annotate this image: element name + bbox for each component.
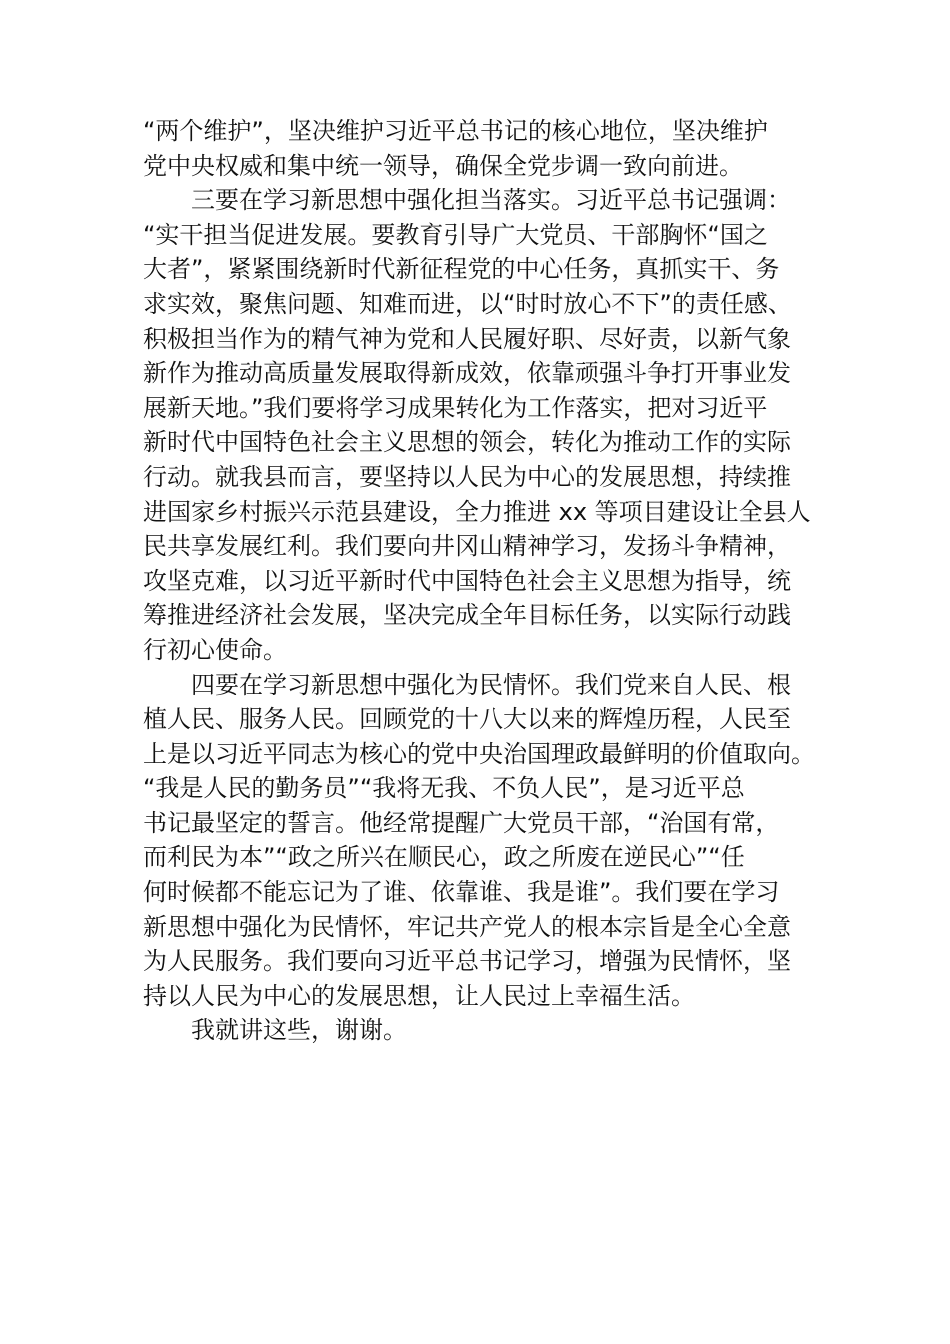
text-line: 进国家乡村振兴示范县建设，全力推进 xx 等项目建设让全县人: [143, 497, 811, 526]
text-line: 行初心使命。: [143, 635, 287, 664]
paragraph-start-line: 我就讲这些，谢谢。: [191, 1016, 407, 1045]
text-line: 新作为推动高质量发展取得新成效，依靠顽强斗争打开事业发: [143, 359, 791, 388]
paragraph-start-line: 三要在学习新思想中强化担当落实。习近平总书记强调：: [191, 186, 791, 215]
text-line: “我是人民的勤务员”“我将无我、不负人民”，是习近平总: [143, 774, 745, 803]
text-line: “两个维护”，坚决维护习近平总书记的核心地位，坚决维护: [143, 117, 768, 145]
text-line: 民共享发展红利。我们要向井冈山精神学习，发扬斗争精神，: [143, 532, 791, 561]
text-line: 攻坚克难，以习近平新时代中国特色社会主义思想为指导，统: [143, 566, 791, 595]
paragraph-start-line: 四要在学习新思想中强化为民情怀。我们党来自人民、根: [191, 670, 791, 699]
text-line: 持以人民为中心的发展思想，让人民过上幸福生活。: [143, 981, 695, 1010]
text-line: 筹推进经济社会发展，坚决完成全年目标任务，以实际行动践: [143, 601, 791, 630]
text-line: 求实效，聚焦问题、知难而进，以“时时放心不下”的责任感、: [143, 289, 792, 318]
text-line: 大者”，紧紧围绕新时代新征程党的中心任务，真抓实干、务: [143, 255, 780, 284]
text-line: 新思想中强化为民情怀，牢记共产党人的根本宗旨是全心全意: [143, 912, 791, 941]
text-line: 上是以习近平同志为核心的党中央治国理政最鲜明的价值取向。: [143, 739, 815, 768]
text-line: 何时候都不能忘记为了谁、依靠谁、我是谁”。我们要在学习: [143, 878, 780, 907]
text-line: “实干担当促进发展。要教育引导广大党员、干部胸怀“国之: [143, 220, 768, 249]
text-line: 党中央权威和集中统一领导，确保全党步调一致向前进。: [143, 151, 743, 180]
text-line: 书记最坚定的誓言。他经常提醒广大党员干部，“治国有常，: [143, 808, 780, 837]
text-line: 展新天地。”我们要将学习成果转化为工作落实，把对习近平: [143, 393, 768, 422]
document-body: [143, 114, 815, 1048]
text-line: 为人民服务。我们要向习近平总书记学习，增强为民情怀，坚: [143, 947, 791, 976]
text-line: 行动。就我县而言，要坚持以人民为中心的发展思想，持续推: [143, 462, 791, 491]
text-line: 新时代中国特色社会主义思想的领会，转化为推动工作的实际: [143, 428, 791, 457]
text-line: 植人民、服务人民。回顾党的十八大以来的辉煌历程，人民至: [143, 705, 791, 734]
text-line: 而利民为本”“政之所兴在顺民心，政之所废在逆民心”“任: [143, 843, 745, 872]
text-line: 积极担当作为的精气神为党和人民履好职、尽好责，以新气象: [143, 324, 791, 353]
